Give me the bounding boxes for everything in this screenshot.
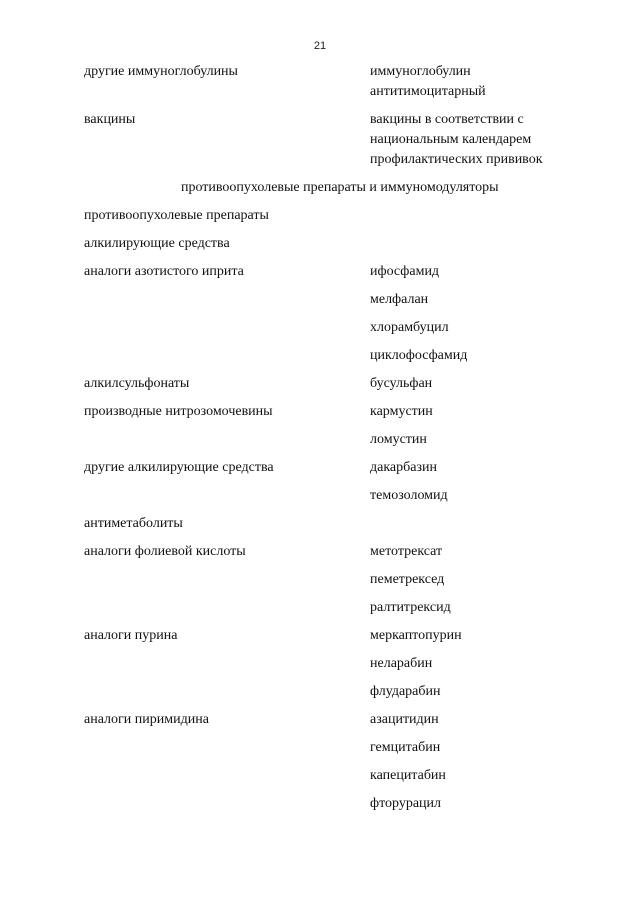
category-cell: алкилсульфонаты xyxy=(84,376,190,391)
drug-cell: пеметрексед xyxy=(370,572,445,587)
table-row xyxy=(84,374,584,402)
category-cell: противоопухолевые препараты xyxy=(84,208,269,223)
drug-cell: бусульфан xyxy=(370,376,433,391)
table-row xyxy=(84,710,584,738)
table-row xyxy=(84,110,584,178)
drug-cell: капецитабин xyxy=(370,768,446,783)
drug-cell: фторурацил xyxy=(370,796,442,811)
drug-cell: меркаптопурин xyxy=(370,628,462,643)
drug-cell: неларабин xyxy=(370,656,433,671)
category-cell: вакцины xyxy=(84,112,136,127)
drug-cell: циклофосфамид xyxy=(370,348,468,363)
table-row xyxy=(84,318,584,346)
drug-cell xyxy=(370,514,584,534)
table-row xyxy=(84,234,584,262)
table-row xyxy=(84,542,584,570)
section-heading: противоопухолевые препараты и иммуномодуляторы xyxy=(181,180,499,195)
category-cell xyxy=(84,598,370,618)
table-row xyxy=(84,570,584,598)
category-cell xyxy=(84,682,370,702)
drug-cell: темозоломид xyxy=(370,488,448,503)
table-row xyxy=(84,346,584,374)
table-row xyxy=(84,402,584,430)
drug-cell: дакарбазин xyxy=(370,460,437,475)
drug-cell xyxy=(370,206,584,226)
category-cell: аналоги азотистого иприта xyxy=(84,264,244,279)
category-cell xyxy=(84,738,370,758)
category-cell xyxy=(84,346,370,366)
drug-cell: кармустин xyxy=(370,404,433,419)
category-cell: другие иммуноглобулины xyxy=(84,64,238,79)
page-number: 21 xyxy=(313,40,327,52)
table-row xyxy=(84,682,584,710)
drug-cell: азацитидин xyxy=(370,712,439,727)
table-row xyxy=(84,514,584,542)
table-row xyxy=(84,290,584,318)
category-cell: производные нитрозомочевины xyxy=(84,404,273,419)
category-cell: антиметаболиты xyxy=(84,516,183,531)
table-row xyxy=(84,598,584,626)
category-cell xyxy=(84,486,370,506)
category-cell xyxy=(84,570,370,590)
category-cell: другие алкилирующие средства xyxy=(84,460,274,475)
category-cell xyxy=(84,430,370,450)
table-row xyxy=(84,62,584,110)
category-cell xyxy=(84,654,370,674)
drug-cell: гемцитабин xyxy=(370,740,441,755)
drug-cell: хлорамбуцил xyxy=(370,320,449,335)
category-cell: аналоги фолиевой кислоты xyxy=(84,544,246,559)
drug-cell: иммуноглобулин антитимоцитарный xyxy=(370,64,486,99)
table-row xyxy=(84,262,584,290)
table-row xyxy=(84,486,584,514)
category-cell xyxy=(84,290,370,310)
drug-table xyxy=(84,206,584,822)
drug-cell: ифосфамид xyxy=(370,264,440,279)
table-row xyxy=(84,458,584,486)
table-row xyxy=(84,766,584,794)
table-row xyxy=(84,626,584,654)
drug-cell: метотрексат xyxy=(370,544,443,559)
category-cell: аналоги пиримидина xyxy=(84,712,209,727)
drug-cell: ломустин xyxy=(370,432,427,447)
drug-cell: ралтитрексид xyxy=(370,600,451,615)
drug-cell: мелфалан xyxy=(370,292,429,307)
drug-cell: флударабин xyxy=(370,684,441,699)
table-row xyxy=(84,794,584,822)
drug-cell xyxy=(370,234,584,254)
table-row xyxy=(84,206,584,234)
category-cell: аналоги пурина xyxy=(84,628,178,643)
table-row xyxy=(84,430,584,458)
category-cell xyxy=(84,794,370,814)
document-body xyxy=(84,62,584,822)
table-row xyxy=(84,654,584,682)
table-row xyxy=(84,738,584,766)
category-cell xyxy=(84,766,370,786)
drug-cell: вакцины в соответствии с национальным календарем профилактических прививок xyxy=(370,112,543,167)
category-cell xyxy=(84,318,370,338)
category-cell: алкилирующие средства xyxy=(84,236,230,251)
